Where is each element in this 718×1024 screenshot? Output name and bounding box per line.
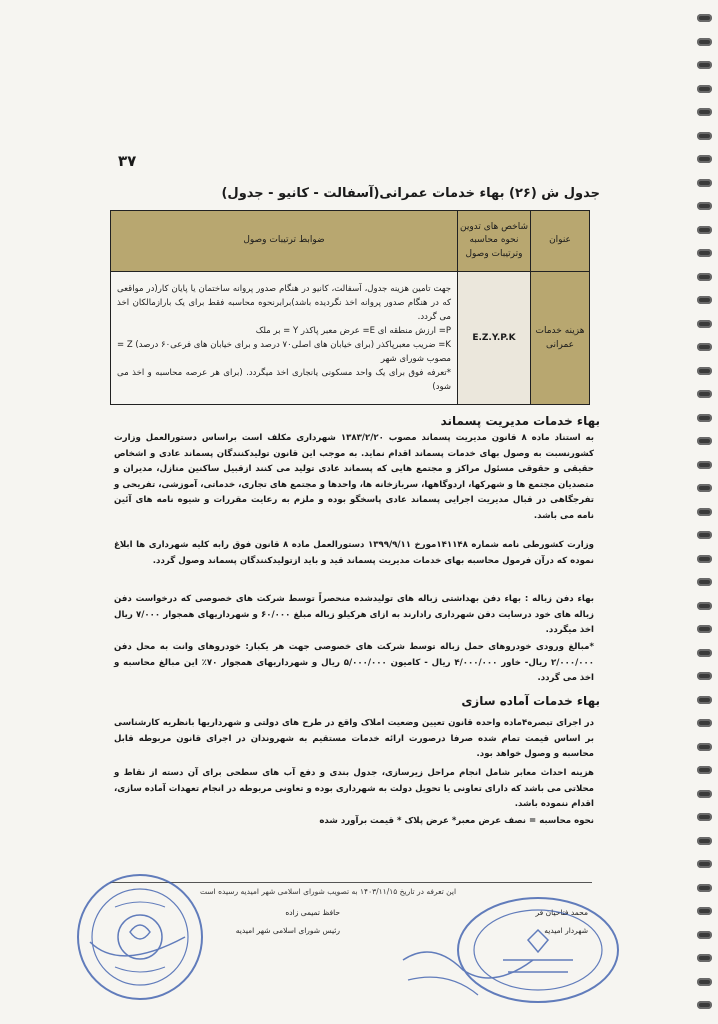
binding-ring — [697, 155, 712, 163]
binding-ring — [697, 179, 712, 187]
binding-ring — [697, 484, 712, 492]
binding-ring — [697, 343, 712, 351]
table-title: جدول ش (۲۶) بهاء خدمات عمرانی(آسفالت - کانیو - جدول) — [221, 186, 600, 201]
binding-ring — [697, 249, 712, 257]
table-header-row — [111, 211, 590, 272]
row-title: هزینه خدمات عمرانی — [531, 272, 590, 405]
section-heading-waste: بهاء خدمات مدیریت پسماند — [440, 414, 600, 428]
rules-line: *تعرفه فوق برای یک واحد مسکونی یانجاری اخذ میگردد. (برای هر عرصه محاسبه و اخذ می شود) — [117, 368, 451, 393]
paragraph-text: نحوه محاسبه = نصف عرض معبر* عرض پلاک * قیمت برآورد شده — [319, 816, 594, 826]
binding-ring — [697, 696, 712, 704]
paragraph — [114, 814, 594, 830]
paragraph — [114, 716, 594, 763]
binding-ring — [697, 837, 712, 845]
binding-ring — [697, 296, 712, 304]
rules-line: جهت تامین هزینه جدول، آسفالت، کانیو در هنگام صدور پروانه ساختمان یا پایان کار(در مواقعی که در هنگام صدور پروانه اخذ نگردیده باشد)برابرنحوه محاسبه فقط برای یک بارازمالکان اخذ می گردد. — [117, 283, 451, 322]
approval-note: این تعرفه در تاریخ ۱۴۰۳/۱۱/۱۵ به تصویب شورای اسلامی شهر امیدیه رسیده است — [200, 887, 457, 896]
left-signer-title: رئیس شورای اسلامی شهر امیدیه — [235, 926, 340, 935]
binding-ring — [697, 907, 712, 915]
binding-ring — [697, 649, 712, 657]
fee-table — [110, 210, 590, 405]
header-indicator: شاخص های تدوین نحوه محاسبه وترتیبات وصول — [458, 211, 531, 272]
paragraph-text: در اجرای تبصره۴ماده واحده قانون تعیین وضعیت املاک واقع در طرح های دولتی و شهرداریها بانظریه کارشناسی بر اساس قیمت تمام شده صرفا درصورت ارائه خدمات مستقیم به شهروندان در اجرای قانون مربوطه قابل محاسبه و وصول خواهد بود. — [114, 718, 594, 759]
binding-ring — [697, 14, 712, 22]
paragraph-text: به استناد ماده ۸ قانون مدیریت پسماند مصوب ۱۳۸۳/۲/۲۰ شهرداری مکلف است براساس دستورالعمل وزارت کشورنسبت به وصول بهای خدمات پسماند اقدام نماید. به موجب این قانون تولیدکنندگان پسماند عادی و اشخاص حقیقی و حقوقی مسئول مراکز و مجتمع هایی که پسماند عادی تولید می کنند ازقبیل ساکنین منازل، مدیران و متصدیان مجتمع ها و شهرکها، اردوگاهها، سربازخانه ها، واحدها و مجتمع های تجاری، خدماتی، آموزشی، تفریحی و تفرجگاهی در قبال مدیریت اجرایی پسماند عادی پاسخگو بوده و ملزم به رعایت مقررات و شیوه نامه های آئین نامه می باشد. — [114, 433, 594, 521]
binding-ring — [697, 437, 712, 445]
rules-line: K= ضریب معبرپاکذر (برای خیابان های اصلی۷۰ درصد و برای خیابان های فرعی۶۰ درصد) Z = مصوب شورای شهر — [117, 340, 451, 365]
paragraph — [114, 766, 594, 813]
binding-ring — [697, 743, 712, 751]
header-title: عنوان — [531, 211, 590, 272]
binding-ring — [697, 38, 712, 46]
binding-ring — [697, 226, 712, 234]
council-seal-stamp — [60, 862, 220, 1012]
binding-ring — [697, 602, 712, 610]
binding-ring — [697, 108, 712, 116]
binding-ring — [697, 508, 712, 516]
binding-ring — [697, 954, 712, 962]
binding-ring — [697, 273, 712, 281]
paragraph-text: بهاء دفن زباله : بهاء دفن بهداشتی زباله های تولیدشده منحصراً توسط شرکت های خصوصی که درخواست دفن زباله های خود درسایت دفن شهرداری رادارند به ازای هرکیلو زباله مبلغ ۶۰/۰۰۰ و شهرداریهای همجوار ۷/۰۰۰ ریال اخذ میگردد. — [114, 594, 594, 635]
binding-ring — [697, 85, 712, 93]
section-heading-preparation: بهاء خدمات آماده سازی — [461, 694, 600, 708]
binding-ring — [697, 719, 712, 727]
row-rules — [111, 272, 458, 405]
page-number: ۳۷ — [118, 152, 137, 170]
binding-ring — [697, 531, 712, 539]
binding-ring — [697, 202, 712, 210]
binding-ring — [697, 61, 712, 69]
spiral-binding — [694, 0, 716, 1024]
paragraph — [114, 640, 594, 687]
paragraph-text: *مبالغ ورودی خودروهای حمل زباله توسط شرکت های خصوصی جهت هر یکبار: خودروهای وانت به محل دفن ۲/۰۰۰/۰۰۰ ریال- خاور ۴/۰۰۰/۰۰۰ ریال - کامیون ۵/۰۰۰/۰۰۰ ریال و شهرداریهای همجوار ۷۰٪ این مبالغ محاسبه و اخذ می گردد. — [114, 642, 595, 683]
binding-ring — [697, 931, 712, 939]
paragraph-text: وزارت کشورطی نامه شماره ۱۴۱۱۴۸مورخ ۱۳۹۹/۹/۱۱ دستورالعمل ماده ۸ قانون فوق رابه کلیه شهرداری ها ابلاغ نموده که درآن فرمول محاسبه بهای خدمات مدیریت پسماند قید و باید ازتولیدکنندگان پسماند وصول گردد. — [114, 540, 594, 566]
header-rules: ضوابط ترتیبات وصول — [111, 211, 458, 272]
binding-ring — [697, 672, 712, 680]
binding-ring — [697, 978, 712, 986]
paragraph — [114, 431, 594, 524]
binding-ring — [697, 578, 712, 586]
paragraph — [114, 592, 594, 639]
binding-ring — [697, 813, 712, 821]
binding-ring — [697, 555, 712, 563]
binding-ring — [697, 320, 712, 328]
table-row — [111, 272, 590, 405]
binding-ring — [697, 367, 712, 375]
paragraph-text: هزینه احداث معابر شامل انجام مراحل زیرسازی، جدول بندی و دفع آب های سطحی برای آن دسته از نقاط و محلاتی می باشد که دارای تعاونی یا تحویل دولت به شهرداری بوده و تعاونی مربوطه در انجام تعهدات آماده سازی، اقدام ننموده باشد. — [114, 768, 594, 809]
binding-ring — [697, 1001, 712, 1009]
right-signer-title: شهردار امیدیه — [544, 926, 588, 935]
right-signer-name: محمد فتاحیان فر — [535, 908, 588, 917]
left-signer-name: حافظ تمیمی زاده — [285, 908, 340, 917]
binding-ring — [697, 625, 712, 633]
rules-line: P= ارزش منطقه ای E= عرض معبر پاکذر Y = بر ملک — [255, 325, 451, 336]
paragraph — [114, 538, 594, 569]
binding-ring — [697, 790, 712, 798]
municipality-seal-stamp — [398, 890, 628, 1010]
binding-ring — [697, 884, 712, 892]
row-code: E.Z.Y.P.K — [458, 272, 531, 405]
binding-ring — [697, 414, 712, 422]
binding-ring — [697, 860, 712, 868]
binding-ring — [697, 132, 712, 140]
binding-ring — [697, 766, 712, 774]
binding-ring — [697, 461, 712, 469]
binding-ring — [697, 390, 712, 398]
